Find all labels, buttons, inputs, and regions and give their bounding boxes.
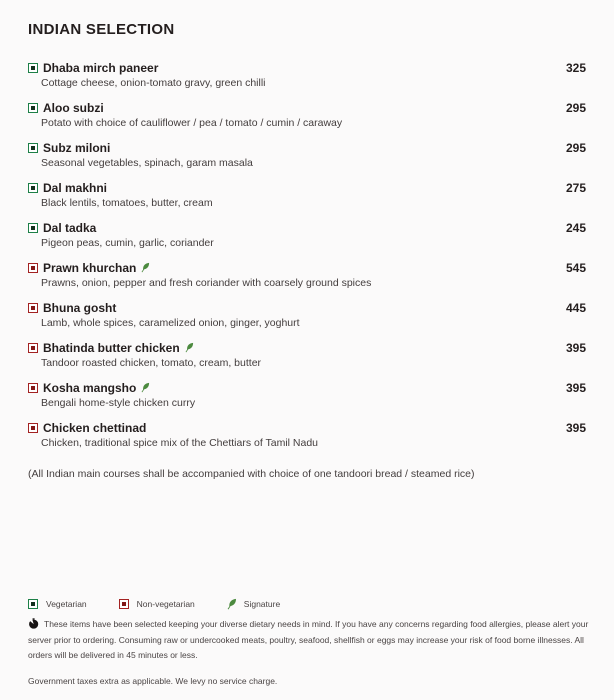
menu-item: [28, 180, 586, 211]
item-description: Bengali home-style chicken curry: [41, 397, 196, 409]
veg-icon: [28, 223, 38, 233]
item-price: 245: [565, 221, 586, 235]
item-name: Dhaba mirch paneer: [43, 61, 159, 75]
non-veg-icon: [28, 263, 38, 273]
menu-item-header: [28, 140, 586, 156]
legend-vegetarian-label: Vegetarian: [46, 599, 87, 609]
veg-icon: [28, 599, 38, 609]
menu-item-header: [28, 420, 586, 436]
allergy-disclaimer-text: These items have been selected keeping your diverse dietary needs in mind. If you have any concerns regarding food allergies, please alert your server prior to ordering. Consuming raw or undercooked meats, poultry, seafood, shellfish or eggs may increase your risk of food borne illnesses. All orders will be delivered in 45 minutes or less.: [28, 619, 589, 660]
diet-icon-dot: [31, 266, 35, 270]
diet-icon-dot: [31, 306, 35, 310]
menu-item: [28, 340, 586, 371]
item-description: Seasonal vegetables, spinach, garam masala: [41, 157, 253, 169]
item-name: Dal tadka: [43, 221, 97, 235]
menu-item-header: [28, 100, 586, 116]
item-name: Chicken chettinad: [43, 421, 147, 435]
item-name: Dal makhni: [43, 181, 108, 195]
item-price: 395: [565, 381, 586, 395]
legend: [28, 598, 586, 610]
item-price: 545: [565, 261, 586, 275]
legend-vegetarian: [28, 599, 87, 609]
diet-icon-dot: [31, 226, 35, 230]
item-name: Kosha mangsho: [43, 381, 137, 395]
signature-icon: [141, 382, 150, 393]
legend-non-vegetarian: [119, 599, 195, 609]
item-price: 295: [565, 101, 586, 115]
diet-icon-dot: [31, 66, 35, 70]
menu-item: [28, 300, 586, 331]
menu-item-header: [28, 260, 586, 276]
taxes-note: Government taxes extra as applicable. We levy no service charge.: [28, 675, 278, 686]
item-description: Lamb, whole spices, caramelized onion, ginger, yoghurt: [41, 317, 300, 329]
signature-icon: [185, 342, 194, 353]
diet-icon-dot: [31, 426, 35, 430]
page-title: INDIAN SELECTION: [28, 21, 175, 38]
veg-icon: [28, 143, 38, 153]
diet-icon-dot: [122, 602, 126, 606]
item-price: 445: [565, 301, 586, 315]
timer-icon: [28, 618, 39, 629]
veg-icon: [28, 63, 38, 73]
item-price: 395: [565, 341, 586, 355]
item-description: Chicken, traditional spice mix of the Chettiars of Tamil Nadu: [41, 437, 319, 449]
menu-item: [28, 420, 586, 451]
non-veg-icon: [119, 599, 129, 609]
item-description: Black lentils, tomatoes, butter, cream: [41, 197, 213, 209]
legend-signature: [227, 598, 280, 610]
menu-item: [28, 100, 586, 131]
diet-icon-dot: [31, 146, 35, 150]
diet-icon-dot: [31, 346, 35, 350]
diet-icon-dot: [31, 106, 35, 110]
menu-item-header: [28, 340, 586, 356]
accompaniment-note: (All Indian main courses shall be accompanied with choice of one tandoori bread / steamed rice): [28, 468, 475, 480]
diet-icon-dot: [31, 386, 35, 390]
item-price: 395: [565, 421, 586, 435]
menu-items: [28, 60, 586, 451]
item-name: Aloo subzi: [43, 101, 104, 115]
legend-non-vegetarian-label: Non-vegetarian: [136, 599, 195, 609]
item-price: 325: [565, 61, 586, 75]
item-name: Bhuna gosht: [43, 301, 117, 315]
item-description: Potato with choice of cauliflower / pea / tomato / cumin / caraway: [41, 117, 343, 129]
item-price: 295: [565, 141, 586, 155]
allergy-disclaimer: [28, 617, 590, 664]
menu-item-header: [28, 60, 586, 76]
menu-item: [28, 260, 586, 291]
non-veg-icon: [28, 423, 38, 433]
diet-icon-dot: [31, 602, 35, 606]
signature-icon: [227, 598, 237, 610]
menu-item-header: [28, 180, 586, 196]
item-description: Tandoor roasted chicken, tomato, cream, butter: [41, 357, 262, 369]
menu-item-header: [28, 220, 586, 236]
signature-icon: [141, 262, 150, 273]
item-description: Cottage cheese, onion-tomato gravy, green chilli: [41, 77, 266, 89]
non-veg-icon: [28, 303, 38, 313]
menu-item: [28, 380, 586, 411]
item-name: Prawn khurchan: [43, 261, 137, 275]
legend-signature-label: Signature: [243, 599, 281, 609]
non-veg-icon: [28, 343, 38, 353]
item-description: Prawns, onion, pepper and fresh coriander with coarsely ground spices: [41, 277, 372, 289]
menu-item: [28, 220, 586, 251]
item-name: Bhatinda butter chicken: [43, 341, 180, 355]
non-veg-icon: [28, 383, 38, 393]
veg-icon: [28, 103, 38, 113]
item-description: Pigeon peas, cumin, garlic, coriander: [41, 237, 214, 249]
item-name: Subz miloni: [43, 141, 111, 155]
veg-icon: [28, 183, 38, 193]
menu-item: [28, 140, 586, 171]
menu-item-header: [28, 380, 586, 396]
diet-icon-dot: [31, 186, 35, 190]
menu-item: [28, 60, 586, 91]
menu-item-header: [28, 300, 586, 316]
item-price: 275: [565, 181, 586, 195]
